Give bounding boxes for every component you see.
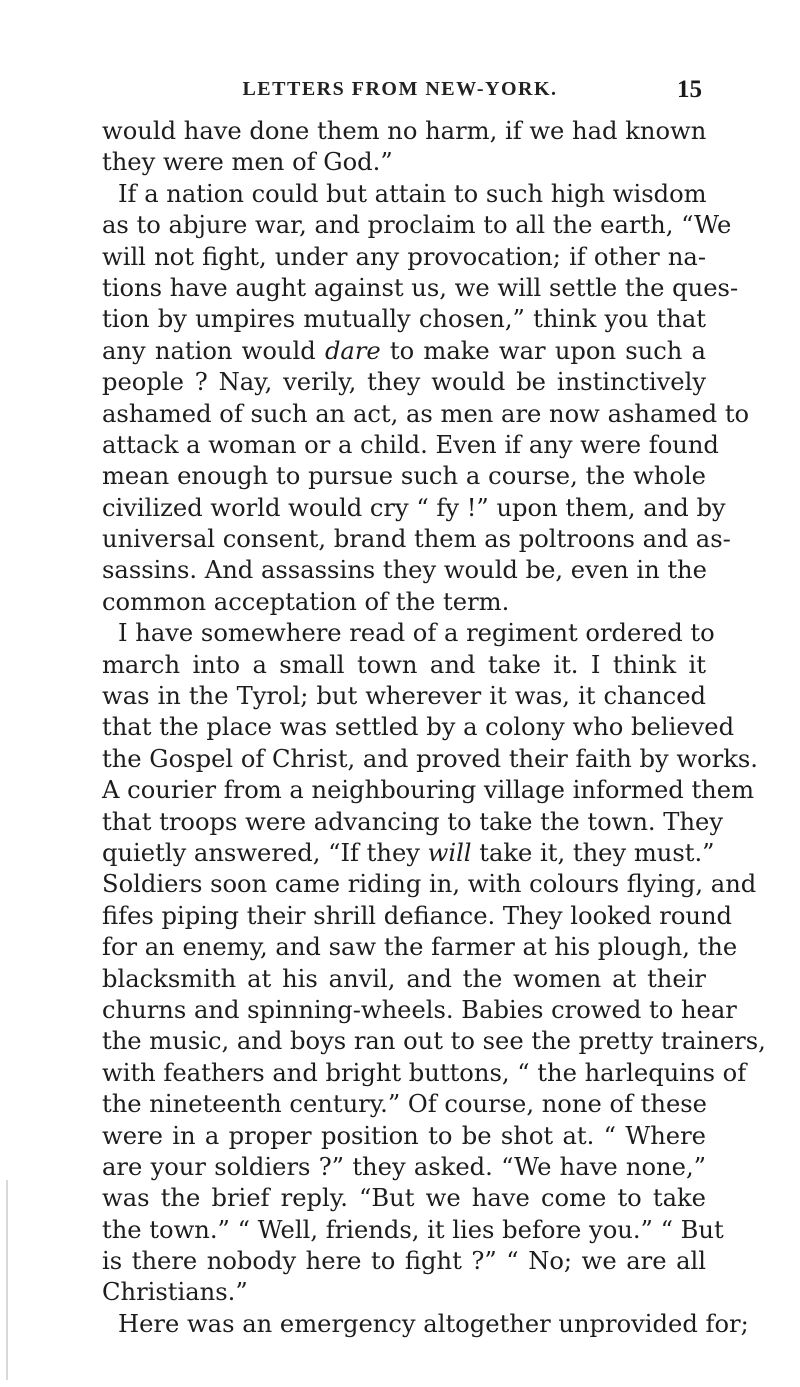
text-line: that troops were advancing to take the town. They bbox=[102, 807, 723, 836]
text-line: that the place was settled by a colony who believed bbox=[102, 713, 735, 742]
text-line: was in the Tyrol; but wherever it was, it chanced bbox=[102, 682, 706, 711]
text-line: people ? Nay, verily, they would be instinctively bbox=[102, 368, 706, 397]
text-line: ashamed of such an act, as men are now ashamed to bbox=[102, 399, 750, 428]
text-line: Christians.” bbox=[102, 1278, 248, 1307]
text-line: If a nation could but attain to such high wisdom bbox=[118, 179, 707, 208]
text-line: was the brief reply. “But we have come to take bbox=[102, 1184, 706, 1213]
text-line: sassins. And assassins they would be, even in the bbox=[102, 556, 707, 585]
text-line: attack a woman or a child. Even if any were found bbox=[102, 430, 719, 459]
italic-word: dare bbox=[324, 336, 381, 365]
text-line: common acceptation of the term. bbox=[102, 587, 510, 616]
text-line: as to abjure war, and proclaim to all the earth, “We bbox=[102, 211, 732, 240]
text-line: quietly answered, “If they will take it, they must.” bbox=[102, 838, 715, 867]
text-line: the town.” “ Well, friends, it lies before you.” “ But bbox=[102, 1215, 724, 1244]
text-line: would have done them no harm, if we had known bbox=[102, 117, 707, 145]
text-line: the nineteenth century.” Of course, none of these bbox=[102, 1090, 707, 1119]
text-line: Here was an emergency altogether unprovided for; bbox=[118, 1309, 749, 1338]
text-line: mean enough to pursue such a course, the whole bbox=[102, 462, 706, 491]
text-line: with feathers and bright buttons, “ the harlequins of bbox=[102, 1058, 747, 1087]
text-line: are your soldiers ?” they asked. “We have none,” bbox=[102, 1152, 706, 1181]
text-line: march into a small town and take it. I think it bbox=[102, 650, 706, 679]
text-line: I have somewhere read of a regiment ordered to bbox=[118, 619, 715, 648]
text-line: is there nobody here to fight ?” “ No; we are all bbox=[102, 1247, 706, 1276]
text-line: tion by umpires mutually chosen,” think you that bbox=[102, 305, 706, 334]
text-line: the music, and boys ran out to see the pretty trainers, bbox=[102, 1027, 766, 1056]
text-line: A courier from a neighbouring village informed them bbox=[102, 776, 755, 805]
page-number: 15 bbox=[677, 76, 702, 103]
text-line: churns and spinning-wheels. Babies crowed to hear bbox=[102, 995, 737, 1024]
text-line: they were men of God.” bbox=[102, 148, 393, 177]
text-line: fifes piping their shrill defiance. They looked round bbox=[102, 901, 733, 930]
gutter-edge bbox=[6, 1180, 8, 1380]
text-line: the Gospel of Christ, and proved their faith by works. bbox=[102, 744, 758, 773]
italic-word: will bbox=[427, 838, 472, 867]
text-line: were in a proper position to be shot at. “ Where bbox=[102, 1121, 706, 1150]
text-line: for an enemy, and saw the farmer at his plough, the bbox=[102, 933, 738, 962]
running-title: LETTERS FROM NEW-YORK. bbox=[242, 78, 558, 100]
text-line: any nation would dare to make war upon such a bbox=[102, 336, 706, 365]
text-line: blacksmith at his anvil, and the women at their bbox=[102, 964, 706, 993]
body-text bbox=[102, 116, 766, 1340]
text-line: universal consent, brand them as poltroons and as- bbox=[102, 525, 731, 554]
running-head bbox=[0, 78, 800, 108]
text-line: Soldiers soon came riding in, with colours flying, and bbox=[102, 870, 757, 899]
text-line: will not fight, under any provocation; if other na- bbox=[102, 242, 706, 271]
text-line: civilized world would cry “ fy !” upon them, and by bbox=[102, 493, 726, 522]
text-line: tions have aught against us, we will settle the ques- bbox=[102, 273, 739, 302]
